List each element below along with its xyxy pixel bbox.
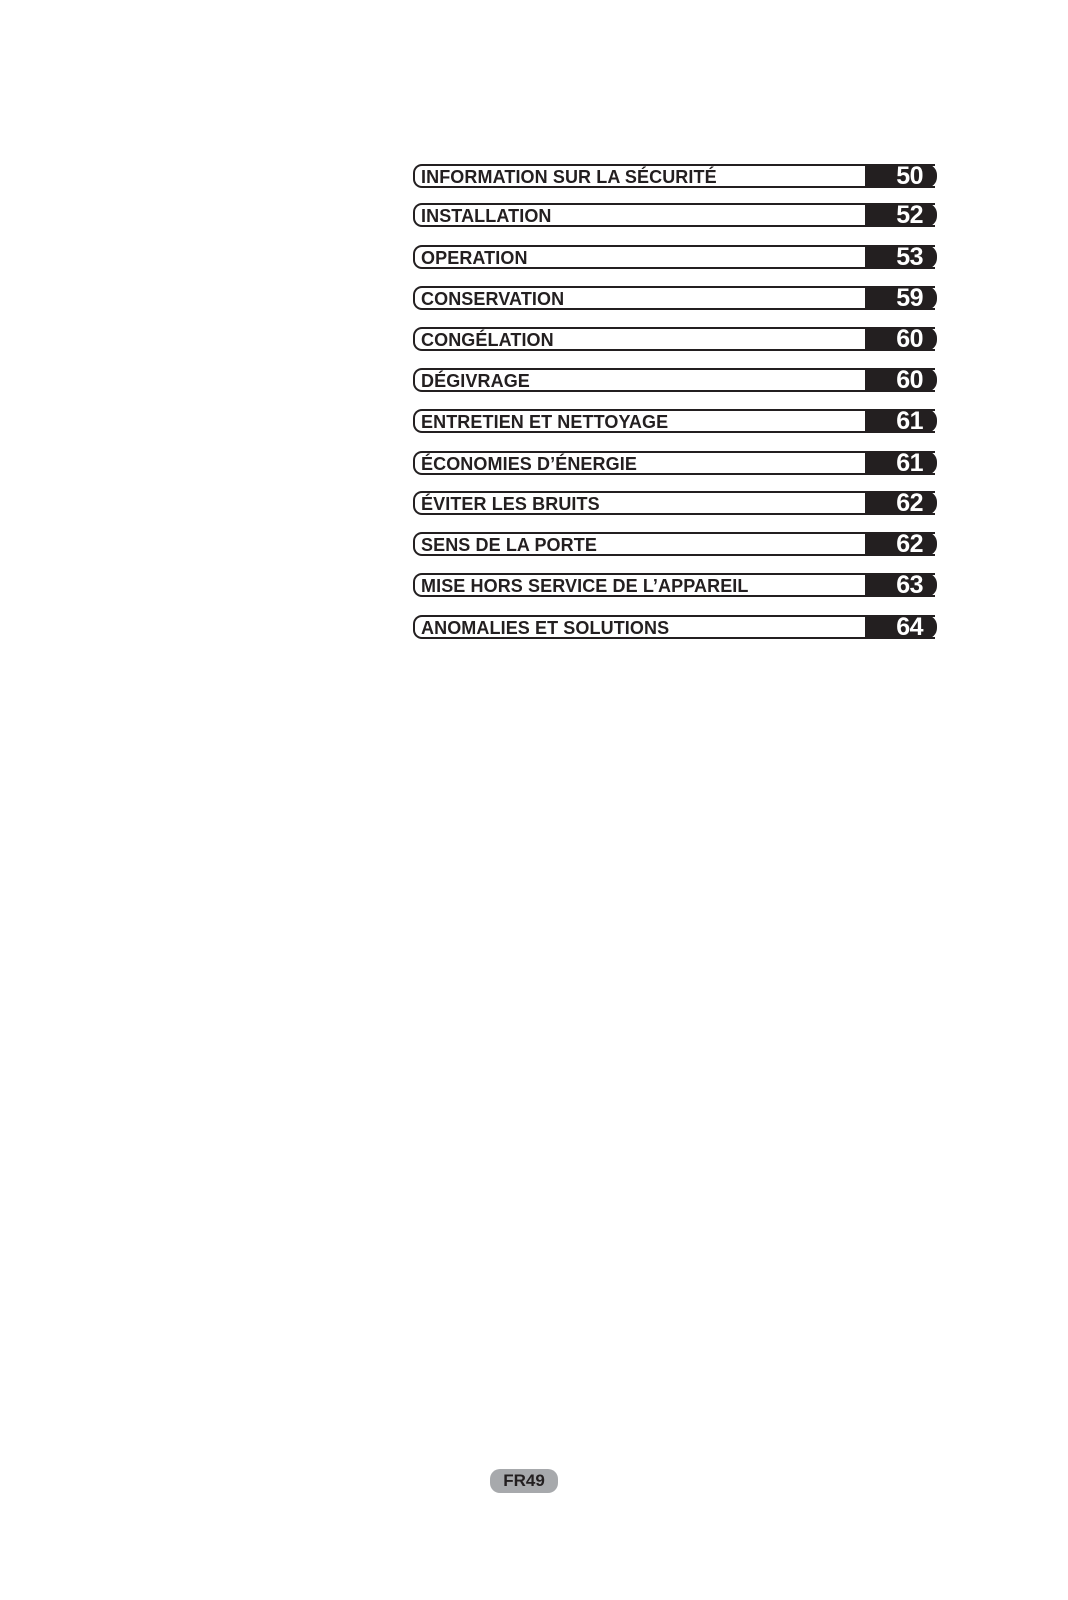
toc-entry-label: ENTRETIEN ET NETTOYAGE (421, 412, 669, 432)
toc-entry-label: DÉGIVRAGE (421, 371, 530, 391)
toc-entry-degivrage[interactable] (413, 368, 937, 392)
toc-entry-conservation[interactable] (413, 286, 937, 310)
toc-entry-label: MISE HORS SERVICE DE L’APPAREIL (421, 576, 749, 596)
toc-entry-page: 59 (865, 286, 937, 310)
toc-entry-economies[interactable] (413, 451, 937, 475)
toc-entry-label: ÉVITER LES BRUITS (421, 494, 600, 514)
toc-entry-label: SENS DE LA PORTE (421, 535, 597, 555)
toc-entry-label: ANOMALIES ET SOLUTIONS (421, 618, 670, 638)
toc-entry-congelation[interactable] (413, 327, 937, 351)
toc-entry-bruits[interactable] (413, 491, 937, 515)
toc-entry-page: 63 (865, 573, 937, 597)
toc-entry-page: 64 (865, 615, 937, 639)
toc-entry-installation[interactable] (413, 203, 937, 227)
toc-entry-page: 50 (865, 164, 937, 188)
toc-entry-page: 60 (865, 368, 937, 392)
toc-entry-label: INSTALLATION (421, 206, 552, 226)
toc-entry-page: 52 (865, 203, 937, 227)
toc-entry-page: 53 (865, 245, 937, 269)
page-number-badge: FR49 (490, 1469, 558, 1493)
toc-entry-entretien[interactable] (413, 409, 937, 433)
toc-entry-page: 61 (865, 451, 937, 475)
toc-entry-anomalies[interactable] (413, 615, 937, 639)
toc-entry-mise-hors-service[interactable] (413, 573, 937, 597)
toc-entry-page: 62 (865, 532, 937, 556)
toc-entry-label: ÉCONOMIES D’ÉNERGIE (421, 454, 637, 474)
toc-entry-operation[interactable] (413, 245, 937, 269)
toc-entry-label: CONSERVATION (421, 289, 565, 309)
toc-entry-sens-porte[interactable] (413, 532, 937, 556)
toc-entry-page: 61 (865, 409, 937, 433)
toc-entry-label: OPERATION (421, 248, 528, 268)
toc-entry-securite[interactable] (413, 164, 937, 188)
toc-entry-page: 60 (865, 327, 937, 351)
toc-entry-label: INFORMATION SUR LA SÉCURITÉ (421, 167, 717, 187)
toc-entry-page: 62 (865, 491, 937, 515)
toc-entry-label: CONGÉLATION (421, 330, 554, 350)
